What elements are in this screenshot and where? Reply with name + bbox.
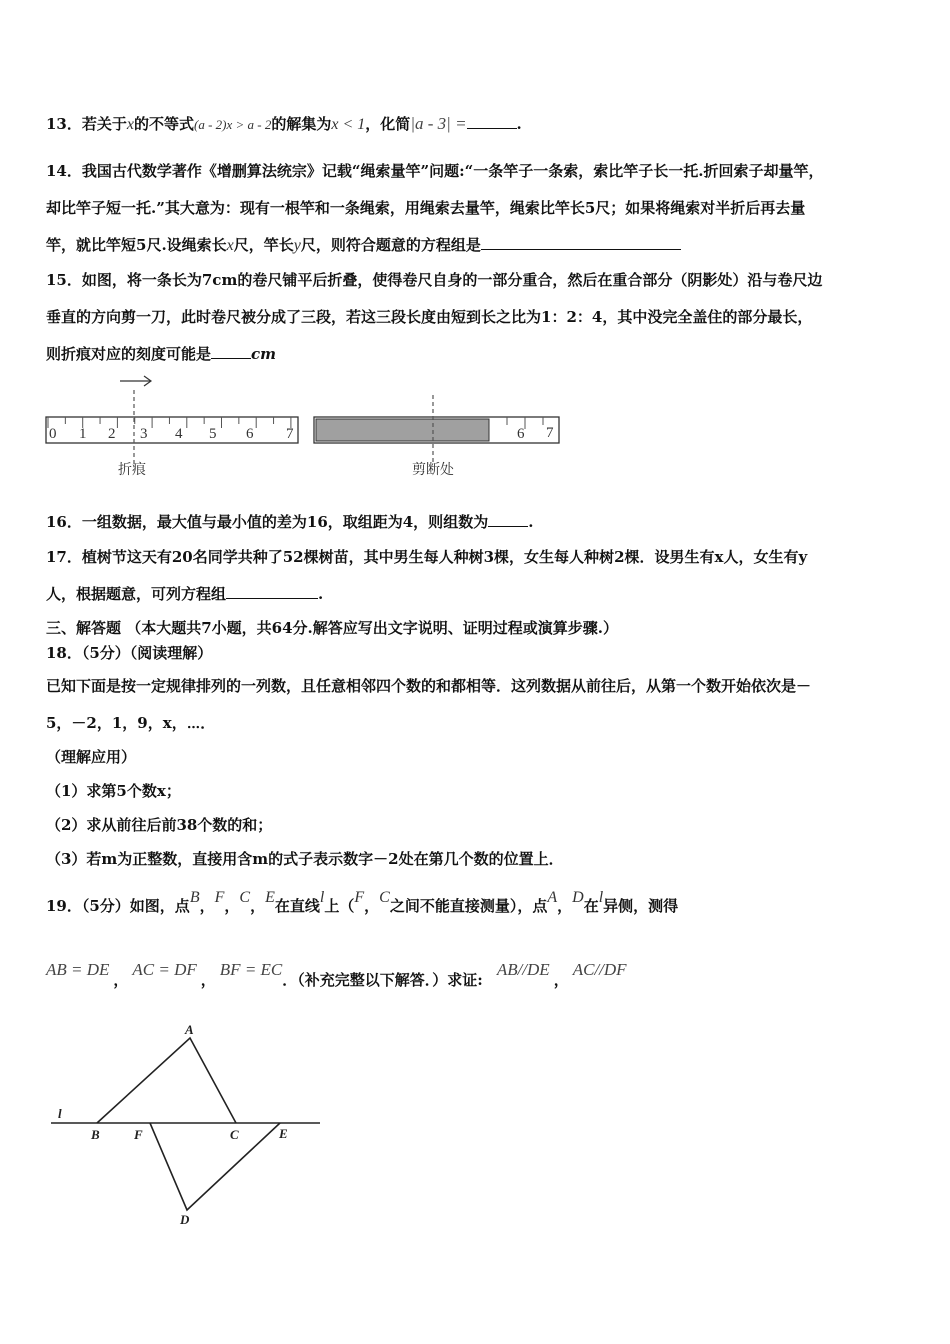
question-17-line2: 人，根据题意，可列方程组 . xyxy=(46,585,324,603)
solution-set: x < 1 xyxy=(331,116,366,133)
question-13: 13．若关于x的不等式(a - 2)x > a - 2的解集为x < 1，化简|a - 3| = . xyxy=(46,114,522,133)
section-3-title: 三、解答题 （本大题共7小题，共64分.解答应写出文字说明、证明过程或演算步骤.） xyxy=(46,619,618,637)
abs-expression: |a - 3| = xyxy=(410,114,467,133)
question-16: 16．一组数据，最大值与最小值的差为16，取组距为4，则组数为 . xyxy=(46,513,534,531)
ruler-number: 0 xyxy=(49,426,57,442)
ruler-number: 6 xyxy=(517,426,525,442)
question-17-line1: 17．植树节这天有20名同学共种了52棵树苗，其中男生每人种树3棵，女生每人种树2棵．设男生有x人，女生有y xyxy=(46,548,808,566)
question-15-line3: 则折痕对应的刻度可能是 cm xyxy=(46,345,277,363)
var-x: x xyxy=(126,116,134,133)
prove-eq-2: AC//DF xyxy=(572,960,627,979)
geometry-figure xyxy=(40,1015,330,1230)
question-18-sub: （理解应用） xyxy=(46,748,137,766)
var-y: y xyxy=(293,237,301,254)
var-x: x xyxy=(226,237,234,254)
ruler-number: 6 xyxy=(246,426,254,442)
answer-blank xyxy=(211,344,251,359)
ruler-number: 3 xyxy=(140,426,148,442)
arrow-right-icon xyxy=(120,376,151,386)
cut-label: 剪断处 xyxy=(412,462,454,478)
question-14-line3: 竿，就比竿短5尺.设绳索长x尺，竿长y尺，则符合题意的方程组是 xyxy=(46,235,681,256)
question-15-line1: 15．如图，将一条长为7cm的卷尺铺平后折叠，使得卷尺自身的一部分重合，然后在重合部分（阴影处）沿与卷尺边 xyxy=(46,271,823,289)
answer-blank xyxy=(481,235,681,250)
question-15-line2: 垂直的方向剪一刀，此时卷尺被分成了三段，若这三段长度由短到长之比为1：2：4，其中没完全盖住的部分最长， xyxy=(46,308,813,326)
question-18-part2: （2）求从前往后前38个数的和； xyxy=(46,816,273,834)
label-e: E xyxy=(279,1126,288,1141)
question-14-line2: 却比竿子短一托.”其大意为：现有一根竿和一条绳索，用绳索去量竿，绳索比竿长5尺；如果将绳索对半折后再去量 xyxy=(46,199,806,217)
question-14-line1: 14．我国古代数学著作《增删算法统宗》记载“绳索量竿”问题:“一条竿子一条索，索比竿子长一托.折回索子却量竿， xyxy=(46,162,824,180)
fold-label: 折痕 xyxy=(118,462,146,478)
answer-blank xyxy=(226,584,318,599)
ruler-number: 7 xyxy=(546,425,554,441)
given-eq-3: BF = EC xyxy=(219,960,283,979)
question-18-line2: 5，－2，1，9，x，⋯． xyxy=(46,714,216,732)
given-eq-1: AB = DE xyxy=(46,960,110,979)
answer-blank xyxy=(467,114,517,129)
given-eq-2: AC = DF xyxy=(132,960,197,979)
ruler-number: 4 xyxy=(175,426,183,442)
triangle-dfe xyxy=(150,1123,280,1210)
ruler-number: 2 xyxy=(108,426,116,442)
ruler-number: 7 xyxy=(286,426,294,442)
question-18-part1: （1）求第5个数x； xyxy=(46,782,181,800)
inequality: (a - 2)x > a - 2 xyxy=(194,117,272,132)
label-c: C xyxy=(230,1127,239,1142)
label-d: D xyxy=(180,1212,190,1227)
tape-measure-figure xyxy=(40,370,570,485)
question-19-line2: AB = DE，AC = DF，BF = EC．（补充完整以下解答．）求证:AB//DE，AC//DF xyxy=(46,960,627,989)
question-18-line1: 已知下面是按一定规律排列的一列数，且任意相邻四个数的和都相等．这列数据从前往后，从第一个数开始依次是－ xyxy=(46,677,812,695)
question-19-line1: 19．（5分）如图，点B，F，C，E在直线l上（F，C之间不能直接测量），点A，D在l异侧，测得 xyxy=(46,889,679,915)
label-a: A xyxy=(185,1022,194,1037)
ruler-number: 5 xyxy=(209,426,217,442)
folded-ruler xyxy=(314,417,559,443)
label-f: F xyxy=(134,1127,143,1142)
triangle-abc xyxy=(97,1038,236,1123)
question-18-part3: （3）若m为正整数，直接用含m的式子表示数字－2处在第几个数的位置上． xyxy=(46,850,564,868)
label-b: B xyxy=(91,1127,100,1142)
question-18-header: 18．（5分）（阅读理解） xyxy=(46,644,213,662)
prove-eq-1: AB//DE xyxy=(496,960,550,979)
answer-blank xyxy=(488,512,528,527)
label-l: l xyxy=(58,1106,62,1121)
ruler-number: 1 xyxy=(79,426,87,442)
ruler xyxy=(46,417,298,443)
